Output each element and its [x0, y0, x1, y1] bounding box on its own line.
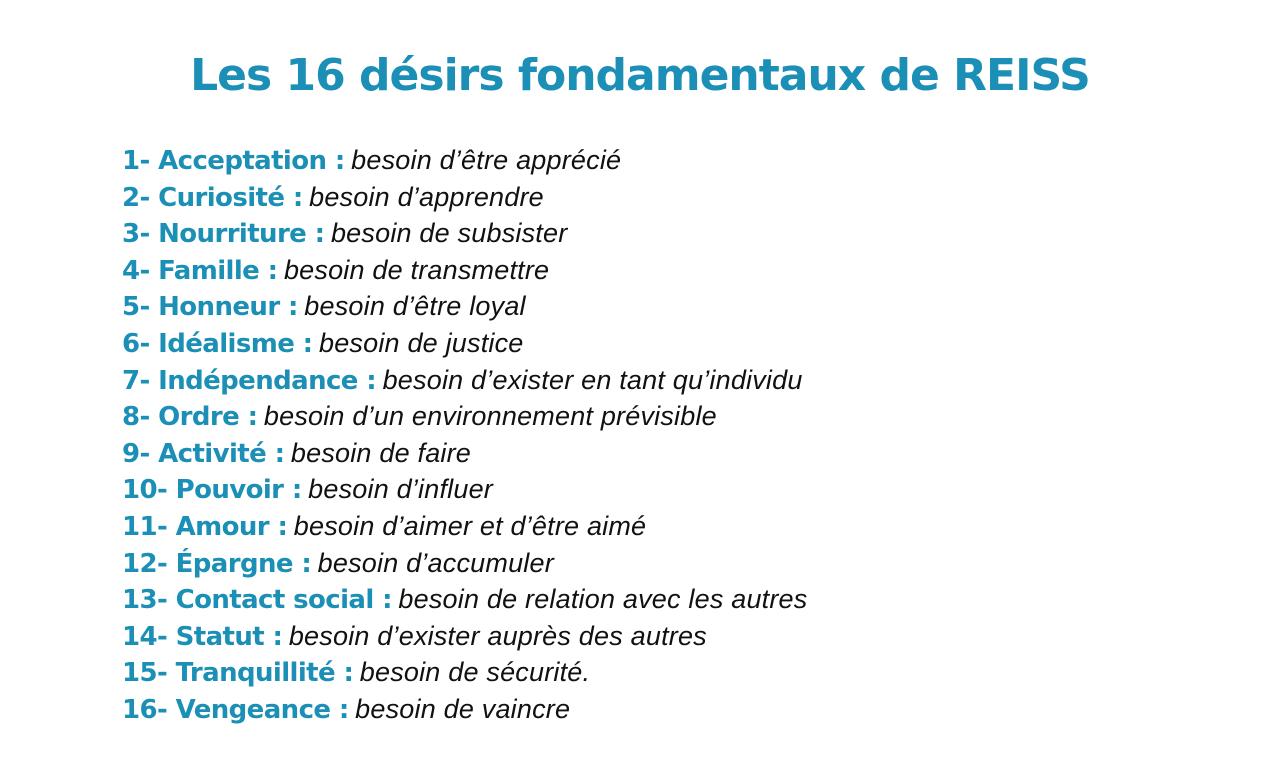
desire-description: besoin d’un environnement prévisible [263, 401, 717, 432]
list-item [122, 398, 807, 435]
list-item [122, 252, 807, 289]
desire-description: besoin d’exister en tant qu’individu [382, 364, 803, 395]
desire-description: besoin de faire [290, 437, 472, 468]
list-item [122, 691, 807, 728]
desire-label: 12- Épargne : [122, 548, 312, 579]
desire-label: 16- Vengeance : [122, 694, 349, 725]
desire-description: besoin de vaincre [355, 693, 571, 724]
desire-label: 9- Activité : [122, 438, 285, 469]
desire-description: besoin d’être apprécié [351, 145, 622, 175]
desire-description: besoin d’exister auprès des autres [288, 620, 707, 651]
desire-label: 5- Honneur : [122, 292, 298, 323]
list-item [122, 545, 807, 582]
list-item [122, 471, 807, 508]
desire-label: 7- Indépendance : [122, 365, 377, 396]
desire-description: besoin d’influer [308, 474, 493, 505]
desire-label: 11- Amour : [122, 511, 288, 542]
desire-label: 1- Acceptation : [122, 146, 345, 176]
list-item [122, 142, 807, 179]
desire-label: 13- Contact social : [122, 585, 392, 616]
desire-description: besoin d’accumuler [317, 547, 554, 578]
desire-description: besoin de transmettre [283, 254, 550, 285]
desire-label: 15- Tranquillité : [122, 658, 354, 689]
desire-label: 2- Curiosité : [122, 182, 303, 213]
list-item [122, 618, 807, 655]
list-item [122, 288, 807, 325]
desire-label: 8- Ordre : [122, 402, 258, 433]
desire-label: 4- Famille : [122, 255, 278, 286]
desire-description: besoin de subsister [330, 218, 568, 249]
list-item [122, 581, 807, 618]
list-item [122, 215, 807, 252]
list-item [122, 362, 807, 399]
desire-description: besoin d’apprendre [309, 181, 544, 212]
desires-list [122, 142, 807, 728]
desire-description: besoin de justice [318, 327, 524, 358]
desire-description: besoin de sécurité. [359, 657, 591, 688]
list-item [122, 654, 807, 691]
desire-label: 3- Nourriture : [122, 219, 325, 250]
page-title: Les 16 désirs fondamentaux de REISS [190, 50, 1090, 101]
desire-label: 14- Statut : [122, 621, 283, 652]
list-item [122, 179, 807, 216]
desire-description: besoin de relation avec les autres [398, 584, 808, 615]
desire-label: 10- Pouvoir : [122, 475, 302, 506]
list-item [122, 435, 807, 472]
list-item [122, 325, 807, 362]
desire-description: besoin d’être loyal [304, 291, 526, 322]
list-item [122, 508, 807, 545]
desire-description: besoin d’aimer et d’être aimé [293, 510, 647, 541]
desire-label: 6- Idéalisme : [122, 328, 313, 359]
